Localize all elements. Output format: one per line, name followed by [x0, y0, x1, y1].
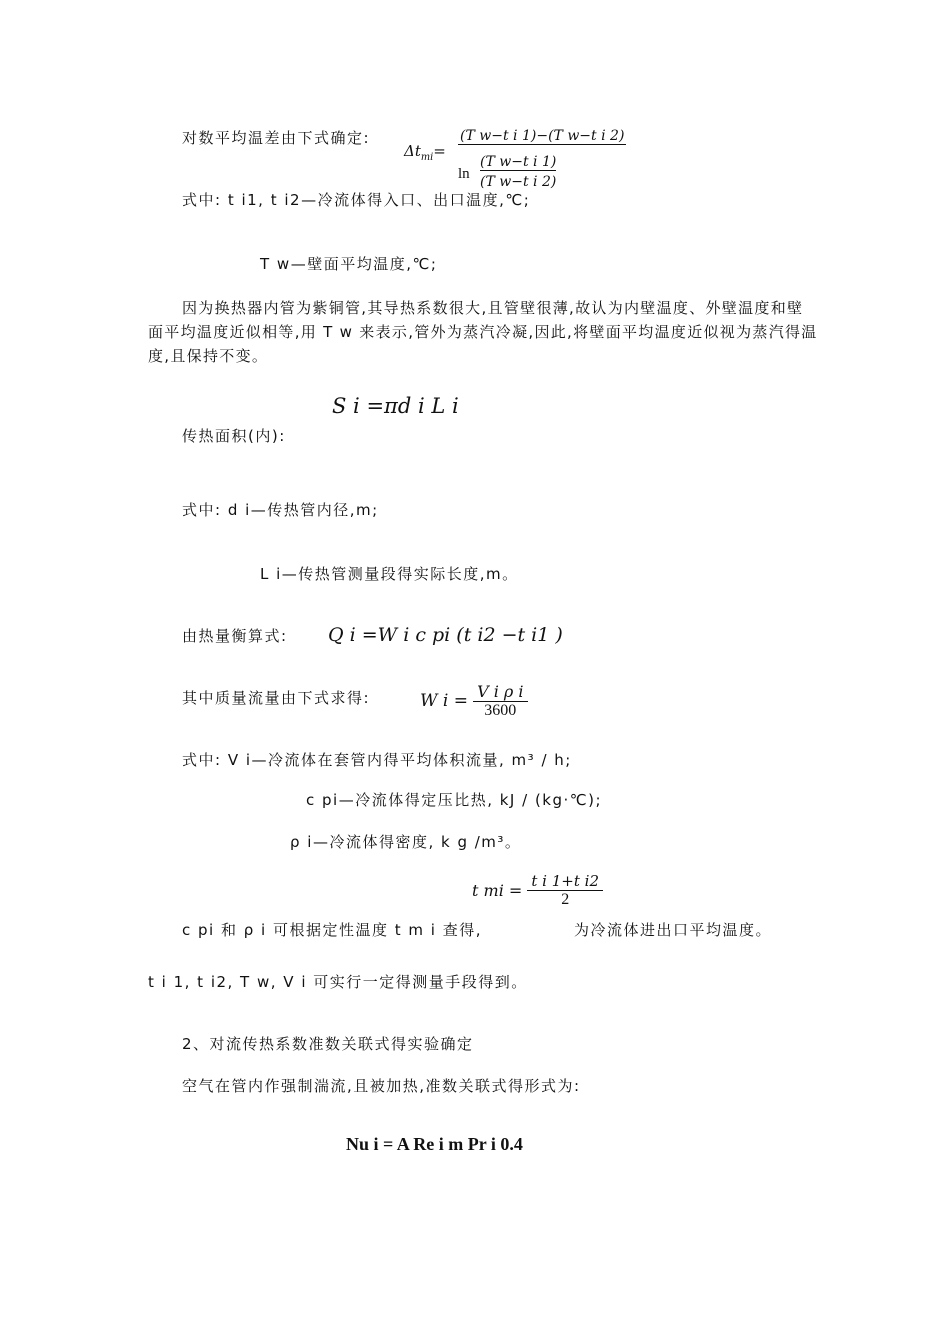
nusselt-formula: Nu i = A Re i m Pr i 0.4: [346, 1134, 523, 1154]
mass-label: 其中质量流量由下式求得:: [182, 689, 371, 707]
def-v-line: 式中: V i—冷流体在套管内得平均体积流量, m³ / h;: [182, 751, 572, 769]
def-tm-line-b: 为冷流体进出口平均温度。: [574, 921, 773, 939]
def-l-line: L i—传热管测量段得实际长度,m。: [260, 565, 519, 583]
heat-formula: Q i =W i c pi (t i2 −t i1 ): [328, 624, 563, 646]
lmtd-label: 对数平均温差由下式确定:: [182, 129, 371, 147]
tmean-formula: t mi = $\frac{\text{t i 1+t i2}}{2}$: [472, 872, 603, 909]
lmtd-inner-num: (T w−t i 1): [480, 154, 557, 170]
def-tm-line-a: c pi 和 ρ i 可根据定性温度 t m i 查得,: [182, 921, 482, 939]
lmtd-numerator: (T w−t i 1)−(T w−t i 2): [460, 128, 625, 144]
def-cp-line: c pi—冷流体得定压比热, kJ / (kg·℃);: [306, 791, 603, 809]
heat-label: 由热量衡算式:: [182, 627, 288, 645]
lmtd-inner-den: (T w−t i 2): [480, 174, 557, 190]
area-formula: S i =πd i L i: [332, 394, 459, 418]
measure-line: t i 1, t i2, T w, V i 可实行一定得测量手段得到。: [148, 973, 528, 991]
def-tw-line: T w—壁面平均温度,℃;: [260, 255, 438, 273]
def-d-line: 式中: d i—传热管内径,m;: [182, 501, 379, 519]
section-heading: 2、对流传热系数准数关联式得实验确定: [182, 1035, 474, 1053]
def-rho-line: ρ i—冷流体得密度, k g /m³。: [290, 833, 522, 851]
area-label: 传热面积(内):: [182, 427, 286, 445]
def-t-line: 式中: t i1, t i2—冷流体得入口、出口温度,℃;: [182, 191, 531, 209]
lmtd-formula: $\Delta t_{mi}=$ (T w−t i 1)−(T w−t i 2) ln (T w−t i 1) (T w−t i 2): [404, 128, 625, 190]
paragraph-wall-temp: 因为换热器内管为紫铜管,其导热系数很大,且管壁很薄,故认为内壁温度、外壁温度和壁面平均温度近似相等,用 T w 来表示,管外为蒸汽冷凝,因此,将壁面平均温度近似视为蒸汽得温度,且保持不变。: [148, 299, 818, 365]
lmtd-ln: ln: [458, 166, 470, 182]
paragraph-forced-flow: 空气在管内作强制湍流,且被加热,准数关联式得形式为:: [182, 1077, 581, 1095]
mass-formula: W i = $\frac{\text{V i ρ i}}{3600}$: [420, 682, 528, 720]
